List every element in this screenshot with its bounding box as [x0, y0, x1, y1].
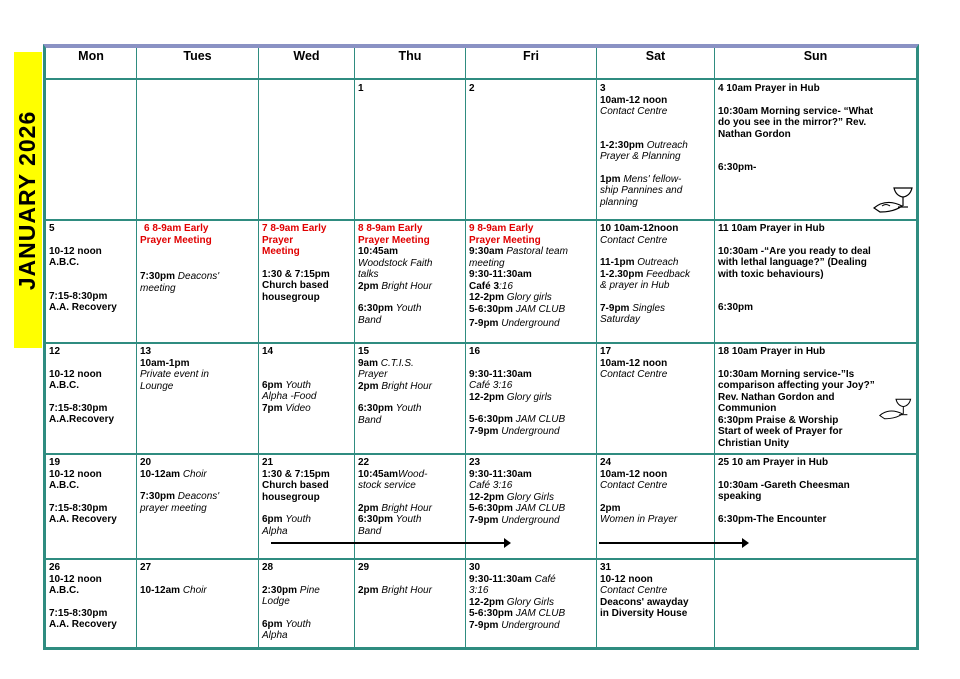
event-title: Church based — [262, 480, 329, 491]
event-title: Contact Centre — [600, 480, 668, 491]
event-title: Alpha — [262, 525, 288, 537]
calendar-grid — [43, 44, 919, 650]
event-title: A.B.C. — [49, 480, 79, 491]
event-highlight: 9 8-9am Early — [469, 223, 534, 234]
day-number: 16 — [469, 346, 481, 357]
day-cell-1[interactable] — [355, 81, 465, 219]
day-cell-14[interactable] — [259, 344, 354, 453]
day-header-sat: Sat — [645, 49, 666, 63]
event-entry: 6:30pm-The Encounter — [718, 513, 827, 525]
event-entry: speaking — [718, 491, 762, 502]
event-title: Café 3:16 — [469, 480, 513, 491]
day-cell-28[interactable] — [259, 560, 354, 648]
event-entry: 10:30am -“Are you ready to deal — [718, 245, 871, 257]
event-entry: 2:30pm Pine — [262, 584, 320, 596]
day-number: 29 — [358, 562, 370, 573]
event-entry: 6:30pm- — [718, 162, 757, 173]
event-entry: 12-2pm Glory girls — [469, 292, 552, 303]
event-title: Prayer — [358, 369, 388, 380]
event-time: 7:15-8:30pm — [49, 290, 108, 302]
event-entry: 7-9pm Singles — [600, 302, 666, 314]
event-title: meeting — [140, 282, 176, 294]
event-entry: 4 10am Prayer in Hub — [718, 83, 820, 94]
event-title: Band — [358, 525, 382, 537]
event-title: Private event in — [140, 369, 209, 380]
event-title: A.B.C. — [49, 257, 79, 268]
event-highlight: Prayer Meeting — [469, 234, 541, 246]
day-header-tue: Tues — [183, 49, 212, 63]
day-number: 24 — [600, 457, 612, 468]
event-entry: 10:30am -Gareth Cheesman — [718, 479, 850, 491]
event-highlight: 7 8-9am Early — [262, 223, 327, 234]
event-entry: 6pm Youth — [262, 514, 311, 525]
event-title: Saturday — [600, 314, 641, 325]
event-highlight: 8 8-9am Early — [358, 223, 423, 234]
event-entry: 6:30pm Youth — [358, 403, 422, 414]
event-entry: 2pm Bright Hour — [358, 380, 432, 392]
event-highlight: Meeting — [262, 246, 300, 257]
day-cell-13[interactable] — [137, 344, 258, 453]
communion-chalice-icon — [872, 184, 916, 216]
event-title: ship Pannines and — [600, 185, 683, 196]
day-cell-9[interactable] — [466, 221, 596, 342]
event-title: A.B.C. — [49, 380, 79, 391]
event-entry: 6:30pm — [718, 302, 754, 313]
event-title: planning — [600, 196, 638, 208]
event-entry: Communion — [718, 403, 777, 414]
event-title: Contact Centre — [600, 234, 668, 246]
event-time: 10-12 noon — [600, 573, 653, 585]
event-title: Alpha -Food — [262, 391, 317, 402]
day-cell-2[interactable] — [466, 81, 596, 219]
event-time: 10am-12 noon — [600, 357, 668, 369]
month-title: JANUARY 2026 — [14, 110, 41, 290]
event-title: A.A. Recovery — [49, 619, 117, 630]
event-entry: 2pm Bright Hour — [358, 502, 432, 514]
continuation-arrow — [599, 542, 747, 544]
grid-line — [46, 78, 916, 80]
event-entry: Christian Unity — [718, 437, 790, 449]
day-number: 22 — [358, 457, 370, 468]
day-header-wed: Wed — [293, 49, 320, 63]
day-cell-7[interactable] — [259, 221, 354, 342]
event-entry: 5-6:30pm JAM CLUB — [469, 503, 566, 514]
event-title: Contact Centre — [600, 369, 668, 380]
day-cell-15[interactable] — [355, 344, 465, 453]
event-entry: Café 3:16 — [469, 280, 513, 292]
day-number: 28 — [262, 562, 274, 573]
event-title: Lounge — [140, 380, 174, 392]
event-title: Contact Centre — [600, 585, 668, 596]
event-entry: 5-6:30pm JAM CLUB — [469, 414, 566, 425]
event-entry: Nathan Gordon — [718, 128, 791, 140]
day-number: 23 — [469, 457, 481, 468]
day-cell-29[interactable] — [355, 560, 465, 648]
event-highlight: Prayer Meeting — [140, 234, 212, 246]
event-time: 10-12 noon — [49, 573, 102, 585]
event-highlight: Prayer — [262, 234, 294, 246]
day-number: 3 — [600, 83, 606, 94]
day-cell-20[interactable] — [137, 455, 258, 558]
day-number: 31 — [600, 562, 612, 573]
day-cell-8[interactable] — [355, 221, 465, 342]
event-entry: 5-6:30pm JAM CLUB — [469, 608, 566, 619]
event-time: 10-12 noon — [49, 468, 102, 480]
event-entry: 1pm Mens' fellow- — [600, 173, 682, 185]
event-entry: 12-2pm Glory Girls — [469, 596, 555, 608]
event-entry: 18 10am Prayer in Hub — [718, 346, 826, 357]
event-entry: 9:30-11:30am Café — [469, 573, 556, 585]
continuation-arrow — [271, 542, 509, 544]
event-entry: 6:30pm Youth — [358, 514, 422, 525]
day-cell-5[interactable] — [46, 221, 136, 342]
day-number: 26 — [49, 562, 61, 573]
day-number: 5 — [49, 223, 55, 234]
event-entry: 6pm Youth — [262, 618, 311, 630]
event-entry: with lethal language?” (Dealing — [718, 257, 867, 268]
day-cell-31[interactable] — [597, 560, 714, 648]
event-entry: 12-2pm Glory girls — [469, 391, 552, 403]
event-title: Church based — [262, 280, 329, 291]
event-entry: do you see in the mirror?” Rev. — [718, 117, 867, 128]
event-time: 7:15-8:30pm — [49, 502, 108, 514]
day-number: 17 — [600, 346, 612, 357]
event-title: Lodge — [262, 596, 290, 607]
day-cell-30[interactable] — [466, 560, 596, 648]
event-entry: 1-2:30pm Outreach — [600, 139, 688, 151]
event-time: 1:30 & 7:15pm — [262, 468, 330, 480]
event-entry: 10:30am Morning service-”Is — [718, 368, 855, 380]
event-title: Woodstock Faith — [358, 257, 433, 269]
event-entry: comparison affecting your Joy?” — [718, 380, 875, 391]
event-title: prayer meeting — [140, 502, 207, 514]
event-title: A.A. Recovery — [49, 514, 117, 525]
event-time: 1:30 & 7:15pm — [262, 268, 330, 280]
event-title: A.A. Recovery — [49, 302, 117, 313]
event-title: Deacons' awayday — [600, 596, 689, 608]
event-entry: 7-9pm Underground — [469, 425, 560, 437]
event-title: Band — [358, 314, 382, 326]
day-number: 15 — [358, 346, 370, 357]
event-entry: Start of week of Prayer for — [718, 426, 843, 437]
day-number: 12 — [49, 346, 61, 357]
event-time: 10-12 noon — [49, 368, 102, 380]
event-entry: 10:30am Morning service- “What — [718, 105, 874, 117]
event-entry: 1-2.30pm Feedback — [600, 268, 691, 280]
day-number: 19 — [49, 457, 61, 468]
event-entry: 11-1pm Outreach — [600, 257, 679, 268]
event-entry: 7pm Video — [262, 402, 311, 414]
event-entry: 7-9pm Underground — [469, 318, 560, 329]
event-entry: with toxic behaviours) — [718, 268, 824, 280]
event-title: Prayer & Planning — [600, 151, 681, 162]
event-title: Alpha — [262, 630, 288, 641]
month-title-tab — [14, 52, 42, 348]
day-cell-11[interactable] — [715, 221, 916, 342]
event-time: 9:30-11:30am — [469, 269, 532, 280]
day-cell-17[interactable] — [597, 344, 714, 453]
event-entry: 2pm Bright Hour — [358, 584, 432, 596]
event-time: 10:45am — [358, 246, 399, 257]
event-entry: 12-2pm Glory Girls — [469, 491, 555, 503]
event-time: 9:30-11:30am — [469, 468, 532, 480]
day-number: 1 — [358, 83, 364, 94]
event-entry: 9am C.T.I.S. — [358, 357, 414, 369]
event-entry: 7:30pm Deacons' — [140, 491, 220, 502]
event-title: stock service — [358, 480, 416, 491]
day-header-thu: Thu — [398, 49, 422, 63]
event-entry: Rev. Nathan Gordon and — [718, 391, 835, 403]
event-title: Band — [358, 414, 382, 426]
communion-chalice-icon — [876, 396, 916, 422]
event-entry: 10 10am-12noon — [600, 223, 679, 234]
event-title: Women in Prayer — [600, 514, 678, 525]
day-header-sun: Sun — [803, 49, 828, 63]
event-entry: 11 10am Prayer in Hub — [718, 223, 825, 234]
event-title: Café 3:16 — [469, 380, 513, 391]
event-title: A.A.Recovery — [49, 414, 115, 425]
event-time: 10am-12 noon — [600, 468, 668, 480]
day-number: 21 — [262, 457, 274, 468]
day-header-fri: Fri — [523, 49, 539, 63]
event-entry: 6pm Youth — [262, 379, 311, 391]
event-entry: 7-9pm Underground — [469, 619, 560, 631]
day-number: 2 — [469, 83, 475, 94]
event-entry: 6:30pm Youth — [358, 303, 422, 314]
event-entry: 10-12am Choir — [140, 468, 207, 480]
event-time: 2pm — [600, 502, 621, 514]
event-entry: 9:30am Pastoral team — [469, 246, 568, 257]
event-entry: 10:45amWood- — [358, 468, 428, 480]
event-title: 3:16 — [469, 585, 489, 596]
day-cell-12[interactable] — [46, 344, 136, 453]
event-entry: 5-6:30pm JAM CLUB — [469, 303, 566, 315]
day-number: 27 — [140, 562, 152, 573]
day-number: 30 — [469, 562, 481, 573]
day-cell-6[interactable] — [137, 221, 258, 342]
event-entry: 10-12am Choir — [140, 584, 207, 596]
day-cell-10[interactable] — [597, 221, 714, 342]
event-time: 9:30-11:30am — [469, 368, 532, 380]
event-entry: 6:30pm Praise & Worship — [718, 414, 839, 426]
event-title: housegroup — [262, 291, 320, 303]
event-time: 7:15-8:30pm — [49, 402, 108, 414]
event-title: talks — [358, 269, 379, 280]
event-title: A.B.C. — [49, 585, 79, 596]
event-highlight: Prayer Meeting — [358, 234, 430, 246]
day-cell-3[interactable] — [597, 81, 714, 219]
event-title: in Diversity House — [600, 608, 688, 619]
day-number: 14 — [262, 346, 274, 357]
day-cell-26[interactable] — [46, 560, 136, 648]
event-time: 10am-12 noon — [600, 94, 668, 106]
day-cell-27[interactable] — [137, 560, 258, 648]
event-title: Contact Centre — [600, 106, 668, 117]
event-entry: 25 10 am Prayer in Hub — [718, 457, 829, 468]
day-cell-19[interactable] — [46, 455, 136, 558]
event-entry: 2pm Bright Hour — [358, 280, 432, 292]
event-entry: 7-9pm Underground — [469, 514, 560, 526]
day-header-mon: Mon — [78, 49, 104, 63]
event-entry: 7:30pm Deacons' — [140, 271, 220, 282]
event-time: 7:15-8:30pm — [49, 607, 108, 619]
day-number: 13 — [140, 346, 152, 357]
event-title: & prayer in Hub — [600, 280, 670, 291]
day-cell-16[interactable] — [466, 344, 596, 453]
day-number: 20 — [140, 457, 152, 468]
event-time: 10am-1pm — [140, 357, 190, 369]
event-highlight: 6 8-9am Early — [144, 223, 209, 234]
event-time: 10-12 noon — [49, 245, 102, 257]
event-title: meeting — [469, 257, 505, 269]
event-title: housegroup — [262, 491, 320, 503]
